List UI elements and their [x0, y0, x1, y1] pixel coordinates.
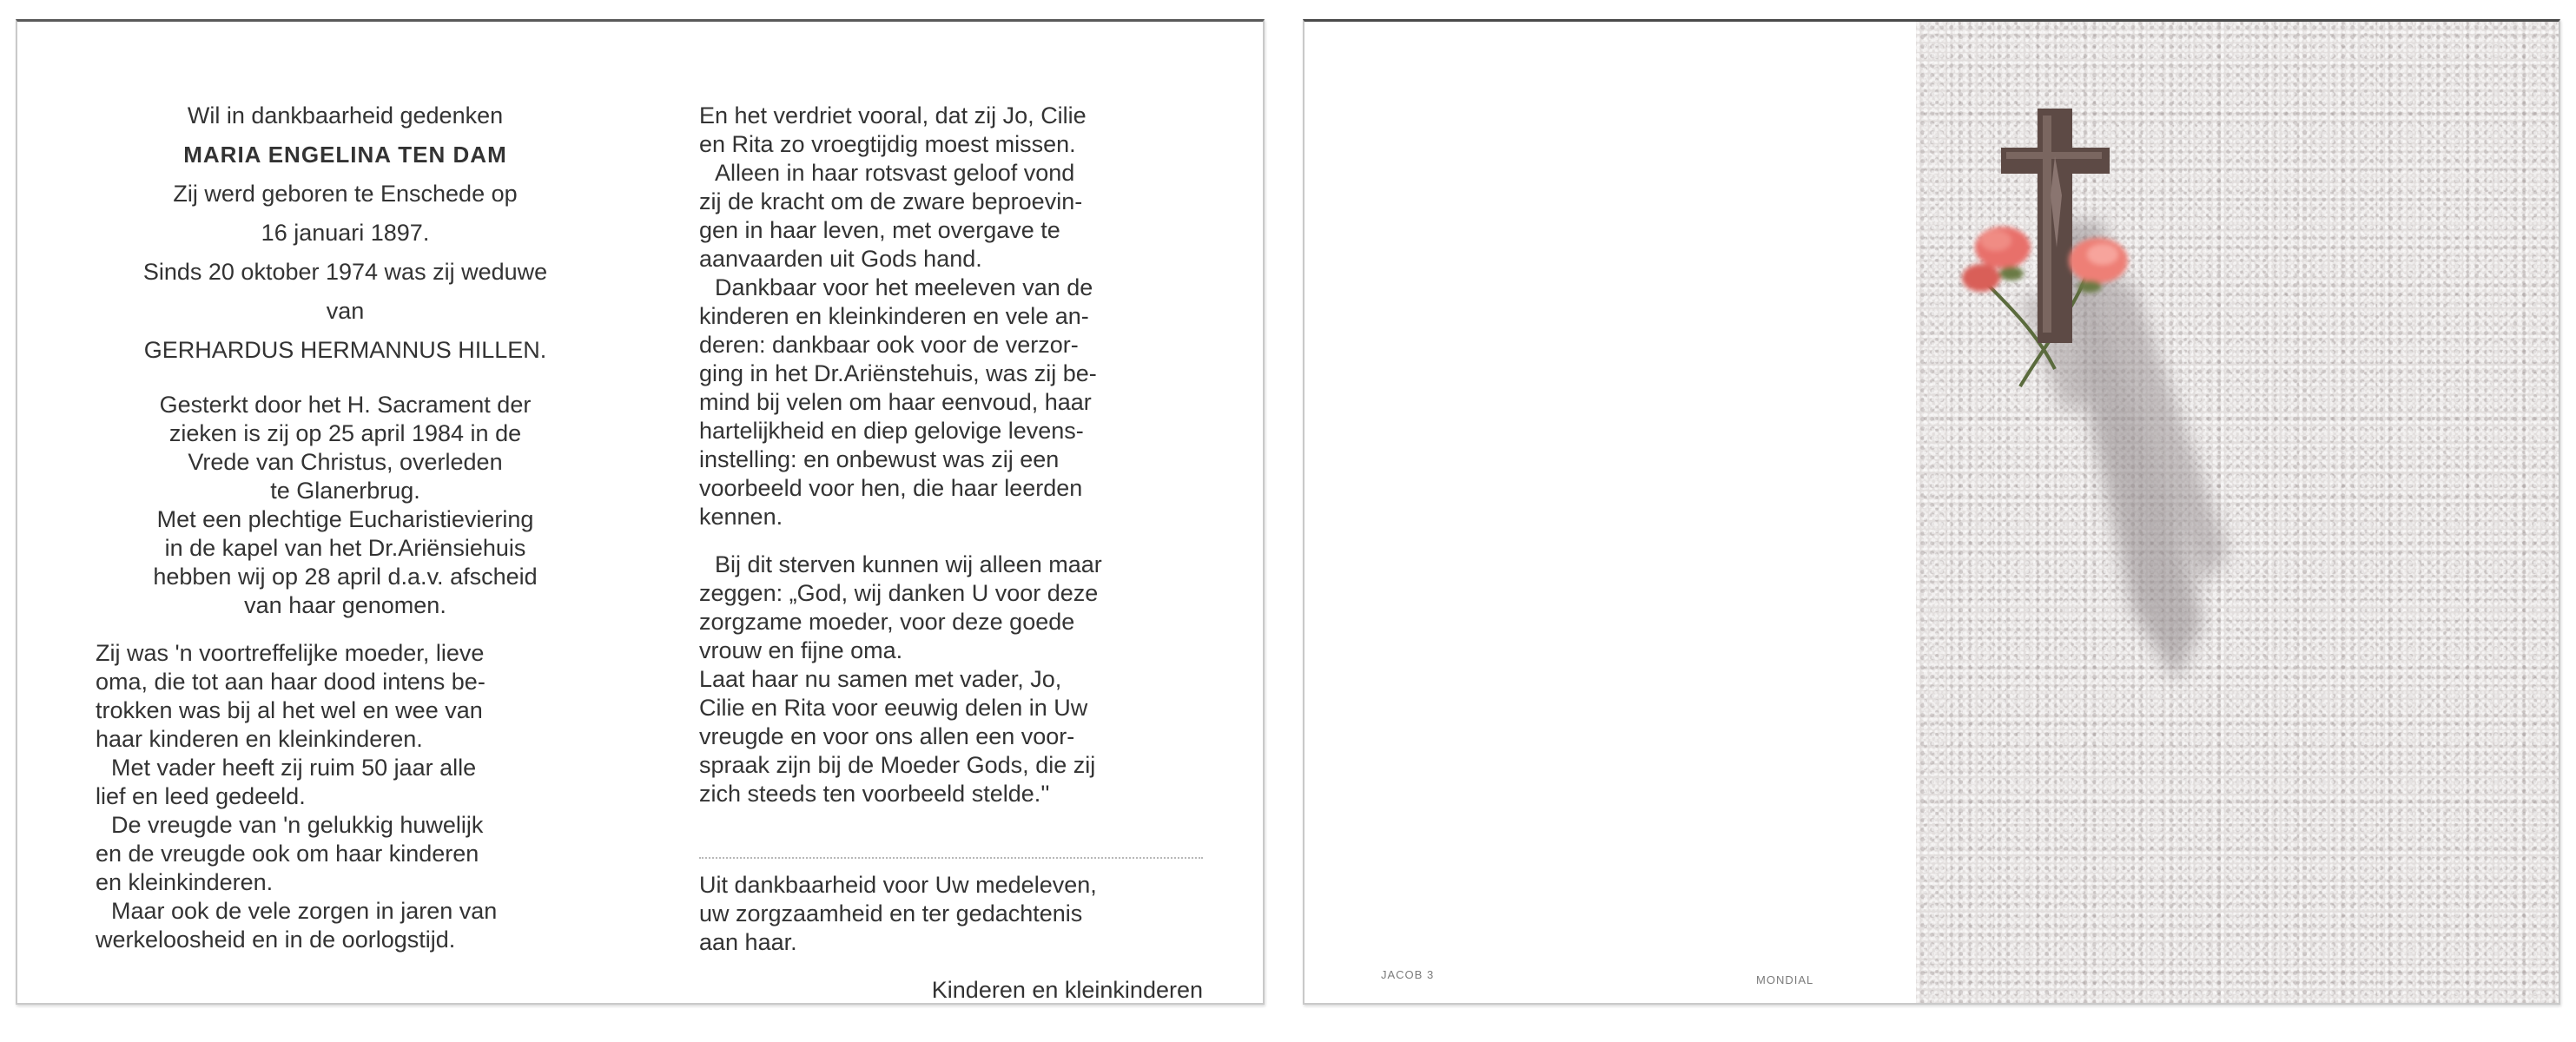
grief-line: aanvaarden uit Gods hand. — [699, 246, 982, 272]
prayer-line: Laat haar nu samen met vader, Jo, — [699, 666, 1062, 692]
printer-imprint-right: MONDIAL — [1756, 973, 1814, 986]
funeral-line: hebben wij op 28 april d.a.v. afscheid — [153, 564, 538, 590]
intro-line: Wil in dankbaarheid gedenken — [187, 102, 504, 129]
text-column-right — [699, 102, 1203, 1005]
crucifix-with-roses-icon — [1916, 22, 2559, 1003]
funeral-line: van haar genomen. — [244, 592, 446, 618]
grief-line: mind bij velen om haar eenvoud, haar — [699, 389, 1092, 415]
life-line: Met vader heeft zij ruim 50 jaar alle — [111, 755, 477, 781]
thanks-line: uw zorgzaamheid en ter gedachtenis — [699, 900, 1083, 927]
prayer-line: vreugde en voor ons allen een voor- — [699, 723, 1075, 749]
birth-line-1: Zij werd geboren te Enschede op — [173, 181, 518, 207]
death-line: zieken is zij op 25 april 1984 in de — [168, 420, 522, 446]
dotted-divider — [699, 857, 1203, 859]
grief-line: gen in haar leven, met overgave te — [699, 217, 1060, 243]
crucifix-photo — [1916, 22, 2559, 1003]
prayer-line: Bij dit sterven kunnen wij alleen maar — [715, 551, 1102, 577]
text-column-left — [96, 102, 595, 954]
grief-line: kinderen en kleinkinderen en vele an- — [699, 303, 1089, 329]
grief-line: ging in het Dr.Ariënstehuis, was zij be- — [699, 360, 1097, 386]
life-line: en de vreugde ook om haar kinderen — [96, 841, 479, 867]
grief-line: Alleen in haar rotsvast geloof vond — [715, 160, 1075, 186]
grief-line: kennen. — [699, 504, 783, 530]
memorial-card-photo-spread — [1303, 19, 2560, 1005]
grief-line: En het verdriet vooral, dat zij Jo, Cilie — [699, 102, 1087, 129]
prayer-line: spraak zijn bij de Moeder Gods, die zij — [699, 752, 1096, 778]
grief-line: Dankbaar voor het meeleven van de — [715, 274, 1093, 300]
life-line: oma, die tot aan haar dood intens be- — [96, 669, 485, 695]
grief-line: instelling: en onbewust was zij een — [699, 446, 1060, 472]
prayer-line: zorgzame moeder, voor deze goede — [699, 609, 1075, 635]
death-line: te Glanerbrug. — [270, 478, 420, 504]
grief-line: en Rita zo vroegtijdig moest missen. — [699, 131, 1076, 157]
prayer-line: Cilie en Rita voor eeuwig delen in Uw — [699, 695, 1088, 721]
life-line: haar kinderen en kleinkinderen. — [96, 726, 423, 752]
thanks-line: Uit dankbaarheid voor Uw medeleven, — [699, 872, 1097, 898]
deceased-name: MARIA ENGELINA TEN DAM — [183, 142, 507, 168]
prayer-line: vrouw en fijne oma. — [699, 637, 903, 663]
grief-line: zij de kracht om de zware beproevin- — [699, 188, 1083, 214]
life-line: lief en leed gedeeld. — [96, 783, 306, 809]
widow-line-2: van — [326, 298, 365, 324]
life-line: werkeloosheid en in de oorlogstijd. — [96, 927, 456, 953]
printer-imprint-left: JACOB 3 — [1381, 968, 1435, 981]
grief-line: hartelijkheid en diep gelovige levens- — [699, 418, 1084, 444]
life-line: Zij was 'n voortreffelijke moeder, lieve — [96, 640, 485, 666]
life-line: De vreugde van 'n gelukkig huwelijk — [111, 812, 484, 838]
funeral-line: in de kapel van het Dr.Ariënsiehuis — [164, 535, 526, 561]
death-line: Gesterkt door het H. Sacrament der — [159, 392, 532, 418]
memorial-card-text-spread — [16, 19, 1265, 1005]
prayer-line: zich steeds ten voorbeeld stelde.'' — [699, 781, 1050, 807]
prayer-line: zeggen: „God, wij danken U voor deze — [699, 580, 1099, 606]
husband-name: GERHARDUS HERMANNUS HILLEN. — [143, 337, 547, 363]
life-line: Maar ook de vele zorgen in jaren van — [111, 898, 498, 924]
death-line: Vrede van Christus, overleden — [188, 449, 503, 475]
grief-line: deren: dankbaar ook voor de verzor- — [699, 332, 1079, 358]
life-line: trokken was bij al het wel en wee van — [96, 697, 483, 723]
funeral-line: Met een plechtige Eucharistieviering — [156, 506, 534, 532]
signature: Kinderen en kleinkinderen — [931, 977, 1203, 1003]
widow-line-1: Sinds 20 oktober 1974 was zij weduwe — [142, 259, 548, 285]
life-line: en kleinkinderen. — [96, 869, 274, 895]
thanks-line: aan haar. — [699, 929, 797, 955]
birth-line-2: 16 januari 1897. — [261, 220, 430, 246]
grief-line: voorbeeld voor hen, die haar leerden — [699, 475, 1083, 501]
